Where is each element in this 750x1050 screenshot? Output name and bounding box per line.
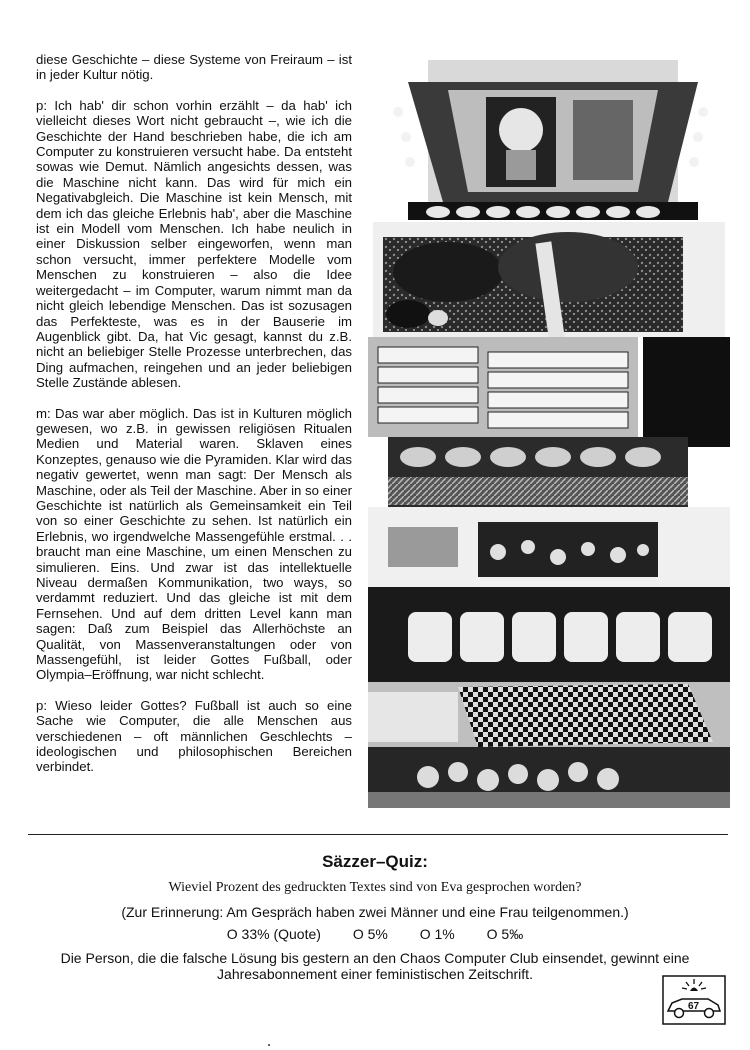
chaos-car-logo-icon	[662, 975, 726, 1025]
quiz-options	[0, 926, 750, 942]
food-stack-photo	[368, 52, 730, 808]
stray-dot	[268, 1044, 270, 1046]
quiz-question: Wieviel Prozent des gedruckten Textes sind von Eva gesprochen worden?	[168, 880, 582, 895]
quiz-option-1-percent[interactable]: O 1%	[419, 926, 455, 942]
section-divider	[28, 834, 728, 835]
quiz-reminder: (Zur Erinnerung: Am Gespräch haben zwei Männer und eine Frau teilgenommen.)	[121, 904, 629, 920]
quiz-title: Säzzer–Quiz:	[322, 852, 428, 871]
paragraph-p-football: p: Wieso leider Gottes? Fußball ist auch so eine Sache wie Computer, die alle Menschen aus verschiedenen – oft männlichen Geschlechts – ideologischen und philosophischen Bereichen verbindet.	[36, 697, 352, 775]
logo-number: 67	[688, 1001, 700, 1012]
paragraph-intro: diese Geschichte – diese Systeme von Freiraum – ist in jeder Kultur nötig.	[36, 52, 352, 83]
paragraph-m-cultures: m: Das war aber möglich. Das ist in Kulturen möglich gewesen, wo z.B. in gewissen religiösen Ritualen Medien und Material waren. Sklaven eines Konzeptes, genauso wie die Pyramiden. Klar wird das negativ gewertet, wenn man sagt: Der Mensch als Maschine, oder als Teil der Maschine. Aber in so einer Geschichte ist natürlich als Gemeinsamkeit ein Teil von so einer Geschichte zu sehen. Ist natürlich ein Erlebnis, wo irgendwelche Massengefühle erstmal. . . braucht man eine Maschine, um einen Menschen zu simulieren. Eins. Und zwar ist das intellektuelle Niveau dermaßen Kommunikation, two ways, so verdammt reduziert. Und das gleiche ist mit dem Fernsehen. Und auf dem dritten Level kann man sagen: Daß zum Beispiel das Allerhöchste an Qualität, von Massenveranstaltungen oder von Massengefühl, ist leider Gottes Fußball, oder Olympia–Eröffnung, war nicht schlecht.	[36, 405, 352, 683]
quiz-option-33-percent[interactable]: O 33% (Quote)	[226, 926, 321, 942]
quiz-prize-text: Die Person, die die falsche Lösung bis gestern an den Chaos Computer Club einsendet, gewinnt eine Jahresabonnement einer feministischen Zeitschrift.	[60, 950, 690, 982]
article-column	[36, 52, 352, 790]
paragraph-p-hand: p: Ich hab' dir schon vorhin erzählt – da hab' ich vielleicht dieses Wort nicht gebraucht –, wie ich die Geschichte der Hand beschrieben habe, die ich am Computer zu konstruieren versucht habe. Da entsteht sowas wie Demut. Nämlich angesichts dessen, was die Maschine nicht kann. Das wird für mich ein Negativabgleich. Die Maschine ist kein Mensch, mit dem ich das gleiche Erlebnis hab', aber die Maschine ist ein Modell vom Menschen. Ich habe neulich in einer Diskussion selber eingeworfen, wenn man schon versucht, immer perfektere Modelle vom Menschen zu konstruieren – also die Idee weitergedacht – im Computer, warum nimmt man da nicht gleich lebendige Menschen. Das ist sozusagen das Perfekteste, was es in der Bauserie im Augenblick gibt. Da, hat Vic gesagt, kannst du z.B. nicht an beliebiger Stelle Prozesse unterbrechen, das Ding aufmachen, reingehen und an jeder beliebigen Stelle Zustände ablesen.	[36, 97, 352, 391]
quiz-option-5-percent[interactable]: O 5%	[352, 926, 388, 942]
quiz-option-5-permille[interactable]: O 5‰	[486, 926, 524, 942]
